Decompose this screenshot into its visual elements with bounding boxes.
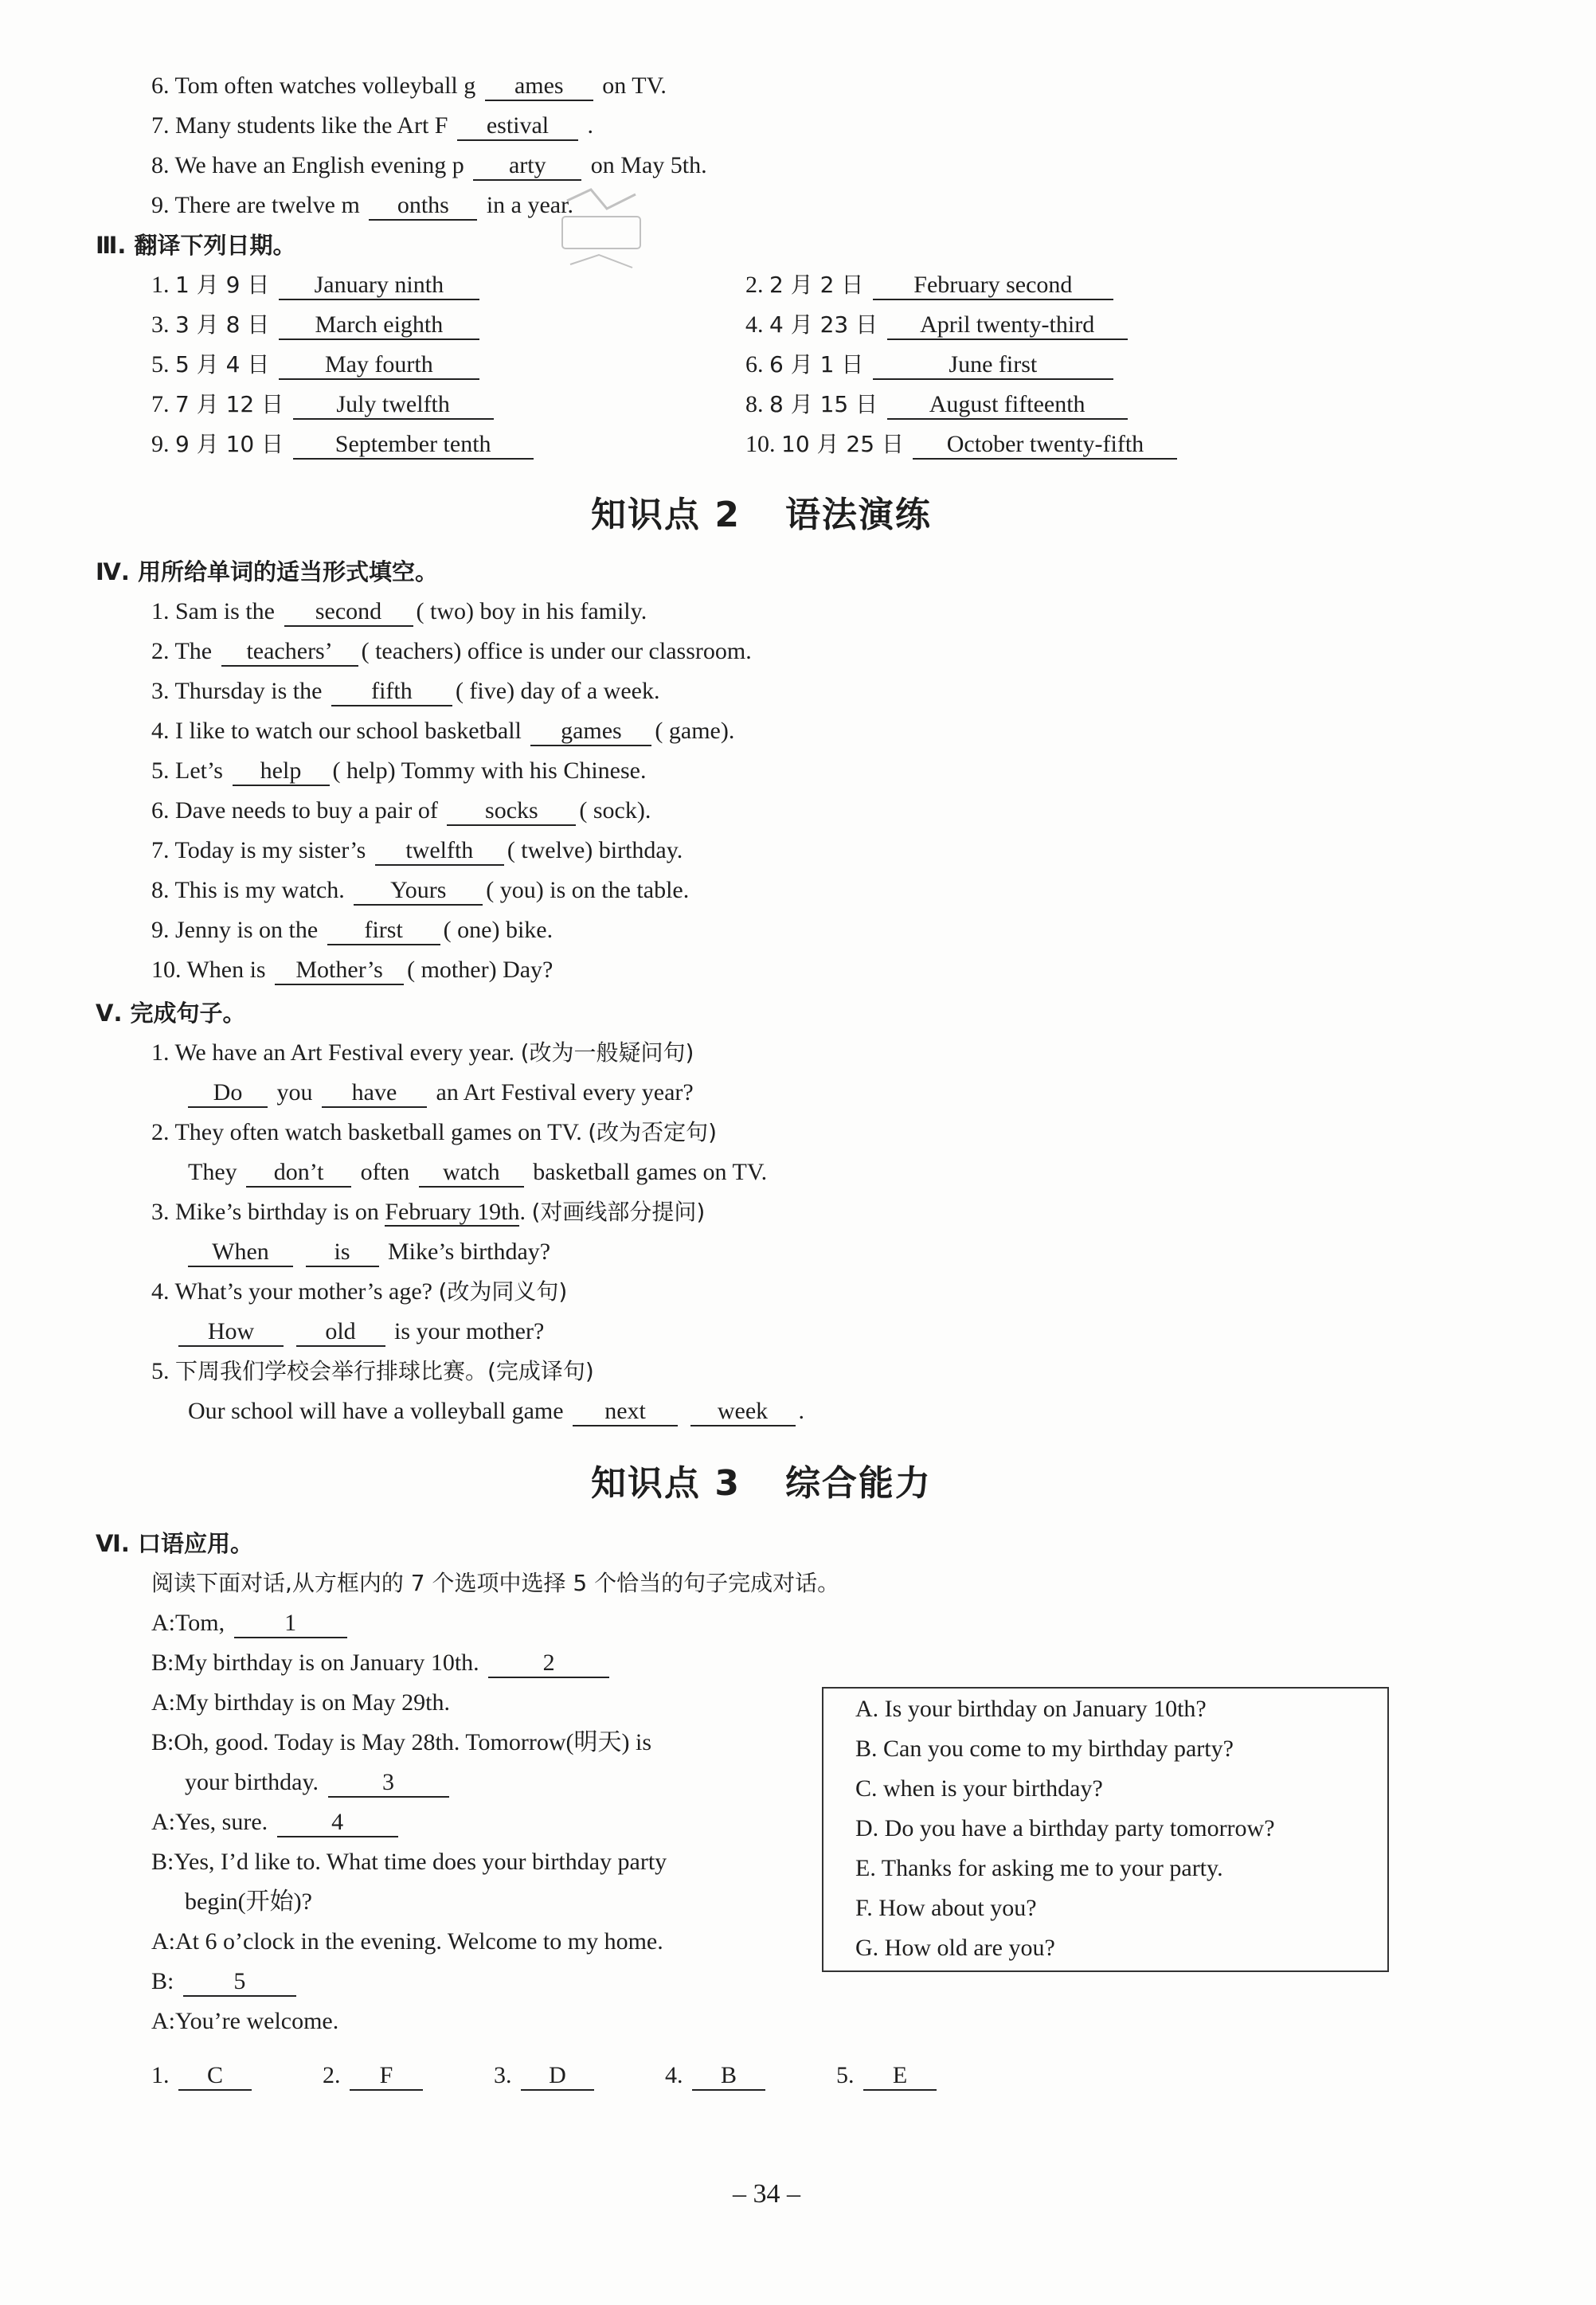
answer-blank: October twenty-fifth	[913, 431, 1177, 460]
option-item: E. Thanks for asking me to your party.	[855, 1855, 1223, 1881]
answer-blank: help	[233, 757, 330, 786]
answer-blank: 3	[328, 1769, 449, 1798]
answer-blank: B	[692, 2062, 765, 2091]
dialog-line: A:You’re welcome.	[151, 2008, 339, 2034]
option-item: F. How about you?	[855, 1895, 1037, 1921]
stamp-icon	[559, 185, 643, 279]
answer-blank: 5	[183, 1968, 296, 1997]
page-number: – 34 –	[733, 2179, 800, 2209]
option-item: G. How old are you?	[855, 1935, 1055, 1961]
answer-blank: fifth	[331, 678, 452, 706]
fill-item: 6. Tom often watches volleyball g ames on TV.	[151, 70, 667, 102]
option-item: B. Can you come to my birthday party?	[855, 1736, 1234, 1762]
date-item: 3. 3 月 8 日 March eighth	[151, 309, 483, 341]
section-heading: Ⅴ. 完成句子。	[96, 1000, 246, 1027]
date-item: 8. 8 月 15 日 August fifteenth	[745, 389, 1131, 421]
answer-blank: teachers’	[221, 638, 358, 667]
answer-blank: Yours	[354, 877, 483, 906]
dialog-line: B: 5	[151, 1966, 299, 1998]
sentence-answer: When is Mike’s birthday?	[188, 1236, 550, 1268]
fill-item: 8. We have an English evening p arty on May 5th.	[151, 150, 707, 182]
answer-blank: onths	[369, 192, 477, 221]
date-item: 10. 10 月 25 日 October twenty-fifth	[745, 429, 1180, 460]
answer-blank: How	[178, 1318, 284, 1347]
sentence-answer: Do you have an Art Festival every year?	[188, 1077, 694, 1109]
answer-blank: Mother’s	[275, 957, 404, 985]
sentence-prompt: 2. They often watch basketball games on TV. (改为否定句)	[151, 1119, 718, 1145]
date-item: 1. 1 月 9 日 January ninth	[151, 269, 483, 301]
date-item: 6. 6 月 1 日 June first	[745, 349, 1117, 381]
fill-item: 9. Jenny is on the first ( one) bike.	[151, 914, 553, 946]
sentence-answer: How old is your mother?	[178, 1316, 544, 1348]
sentence-prompt: 4. What’s your mother’s age? (改为同义句)	[151, 1278, 568, 1305]
dialog-line: A:Tom, 1	[151, 1607, 350, 1639]
answer-blank: is	[306, 1239, 379, 1267]
answer-blank: March eighth	[279, 311, 479, 340]
answer-blank: C	[178, 2062, 252, 2091]
fill-item: 8. This is my watch. Yours ( you) is on the table.	[151, 875, 689, 906]
answer-blank: socks	[447, 797, 576, 826]
answer-blank: old	[296, 1318, 385, 1347]
option-item: D. Do you have a birthday party tomorrow?	[855, 1815, 1275, 1841]
knowledge-point-title: 知识点 3 综合能力	[591, 1463, 932, 1504]
date-item: 4. 4 月 23 日 April twenty-third	[745, 309, 1131, 341]
option-item: A. Is your birthday on January 10th?	[855, 1696, 1207, 1722]
fill-item: 10. When is Mother’s ( mother) Day?	[151, 954, 553, 986]
sentence-answer: Our school will have a volleyball game next week .	[188, 1395, 804, 1427]
dialog-line: B:Oh, good. Today is May 28th. Tomorrow(明天) is	[151, 1729, 652, 1755]
answer-blank: have	[322, 1079, 427, 1108]
dialog-line: your birthday. 3	[185, 1767, 452, 1798]
dialog-line: B:My birthday is on January 10th. 2	[151, 1647, 612, 1679]
answer-row: 1. C 2. F 3. D 4. B 5. E	[151, 2060, 940, 2092]
fill-item: 4. I like to watch our school basketball games ( game).	[151, 715, 734, 747]
answer-blank: August fifteenth	[887, 391, 1128, 420]
answer-blank: Do	[188, 1079, 268, 1108]
answer-blank: second	[284, 598, 413, 627]
fill-item: 9. There are twelve m onths in a year.	[151, 190, 573, 221]
answer-blank: September tenth	[293, 431, 534, 460]
dialog-line: A:At 6 o’clock in the evening. Welcome to my home.	[151, 1928, 663, 1955]
answer-blank: D	[521, 2062, 594, 2091]
answer-blank: 2	[488, 1650, 609, 1678]
fill-item: 5. Let’s help ( help) Tommy with his Chinese.	[151, 755, 646, 787]
dialog-line: A:Yes, sure. 4	[151, 1806, 401, 1838]
fill-item: 3. Thursday is the fifth ( five) day of a week.	[151, 675, 659, 707]
fill-item: 7. Today is my sister’s twelfth ( twelve) birthday.	[151, 835, 683, 867]
knowledge-point-title: 知识点 2 语法演练	[591, 495, 932, 535]
answer-blank: 4	[277, 1809, 398, 1837]
instruction: 阅读下面对话,从方框内的 7 个选项中选择 5 个恰当的句子完成对话。	[151, 1570, 840, 1596]
answer-blank: 1	[234, 1610, 347, 1638]
fill-item: 7. Many students like the Art F estival .	[151, 110, 593, 142]
answer-blank: E	[863, 2062, 937, 2091]
answer-blank: week	[690, 1398, 796, 1426]
answer-blank: twelfth	[375, 837, 504, 866]
section-heading: Ⅲ. 翻译下列日期。	[96, 232, 296, 259]
answer-blank: April twenty-third	[887, 311, 1128, 340]
sentence-answer: They don’t often watch basketball games on TV.	[188, 1156, 767, 1188]
answer-blank: January ninth	[279, 272, 479, 300]
answer-blank: don’t	[246, 1159, 351, 1188]
dialog-line: begin(开始)?	[185, 1888, 312, 1915]
section-heading: Ⅳ. 用所给单词的适当形式填空。	[96, 558, 438, 585]
answer-blank: February second	[873, 272, 1113, 300]
date-item: 2. 2 月 2 日 February second	[745, 269, 1117, 301]
section-heading: Ⅵ. 口语应用。	[96, 1530, 253, 1557]
fill-item: 1. Sam is the second ( two) boy in his family.	[151, 596, 647, 628]
sentence-prompt: 1. We have an Art Festival every year. (改为一般疑问句)	[151, 1039, 694, 1066]
answer-blank: When	[188, 1239, 293, 1267]
answer-blank: ames	[485, 72, 593, 101]
answer-blank: arty	[473, 152, 581, 181]
answer-blank: estival	[457, 112, 578, 141]
answer-blank: June first	[873, 351, 1113, 380]
fill-item: 2. The teachers’ ( teachers) office is under our classroom.	[151, 636, 752, 667]
sentence-prompt: 3. Mike’s birthday is on February 19th. (对画线部分提问)	[151, 1199, 706, 1225]
option-item: C. when is your birthday?	[855, 1775, 1103, 1802]
answer-blank: games	[530, 718, 651, 746]
dialog-line: A:My birthday is on May 29th.	[151, 1689, 450, 1716]
answer-blank: first	[327, 917, 440, 945]
date-item: 9. 9 月 10 日 September tenth	[151, 429, 537, 460]
answer-blank: watch	[419, 1159, 524, 1188]
answer-blank: May fourth	[279, 351, 479, 380]
fill-item: 6. Dave needs to buy a pair of socks ( sock).	[151, 795, 651, 827]
answer-blank: July twelfth	[293, 391, 494, 420]
sentence-prompt: 5. 下周我们学校会举行排球比赛。(完成译句)	[151, 1358, 594, 1384]
answer-blank: next	[573, 1398, 678, 1426]
options-box	[822, 1687, 1389, 1972]
date-item: 5. 5 月 4 日 May fourth	[151, 349, 483, 381]
answer-blank: F	[350, 2062, 423, 2091]
underlined-part: February 19th	[385, 1199, 520, 1225]
date-item: 7. 7 月 12 日 July twelfth	[151, 389, 497, 421]
dialog-line: B:Yes, I’d like to. What time does your birthday party	[151, 1849, 667, 1875]
